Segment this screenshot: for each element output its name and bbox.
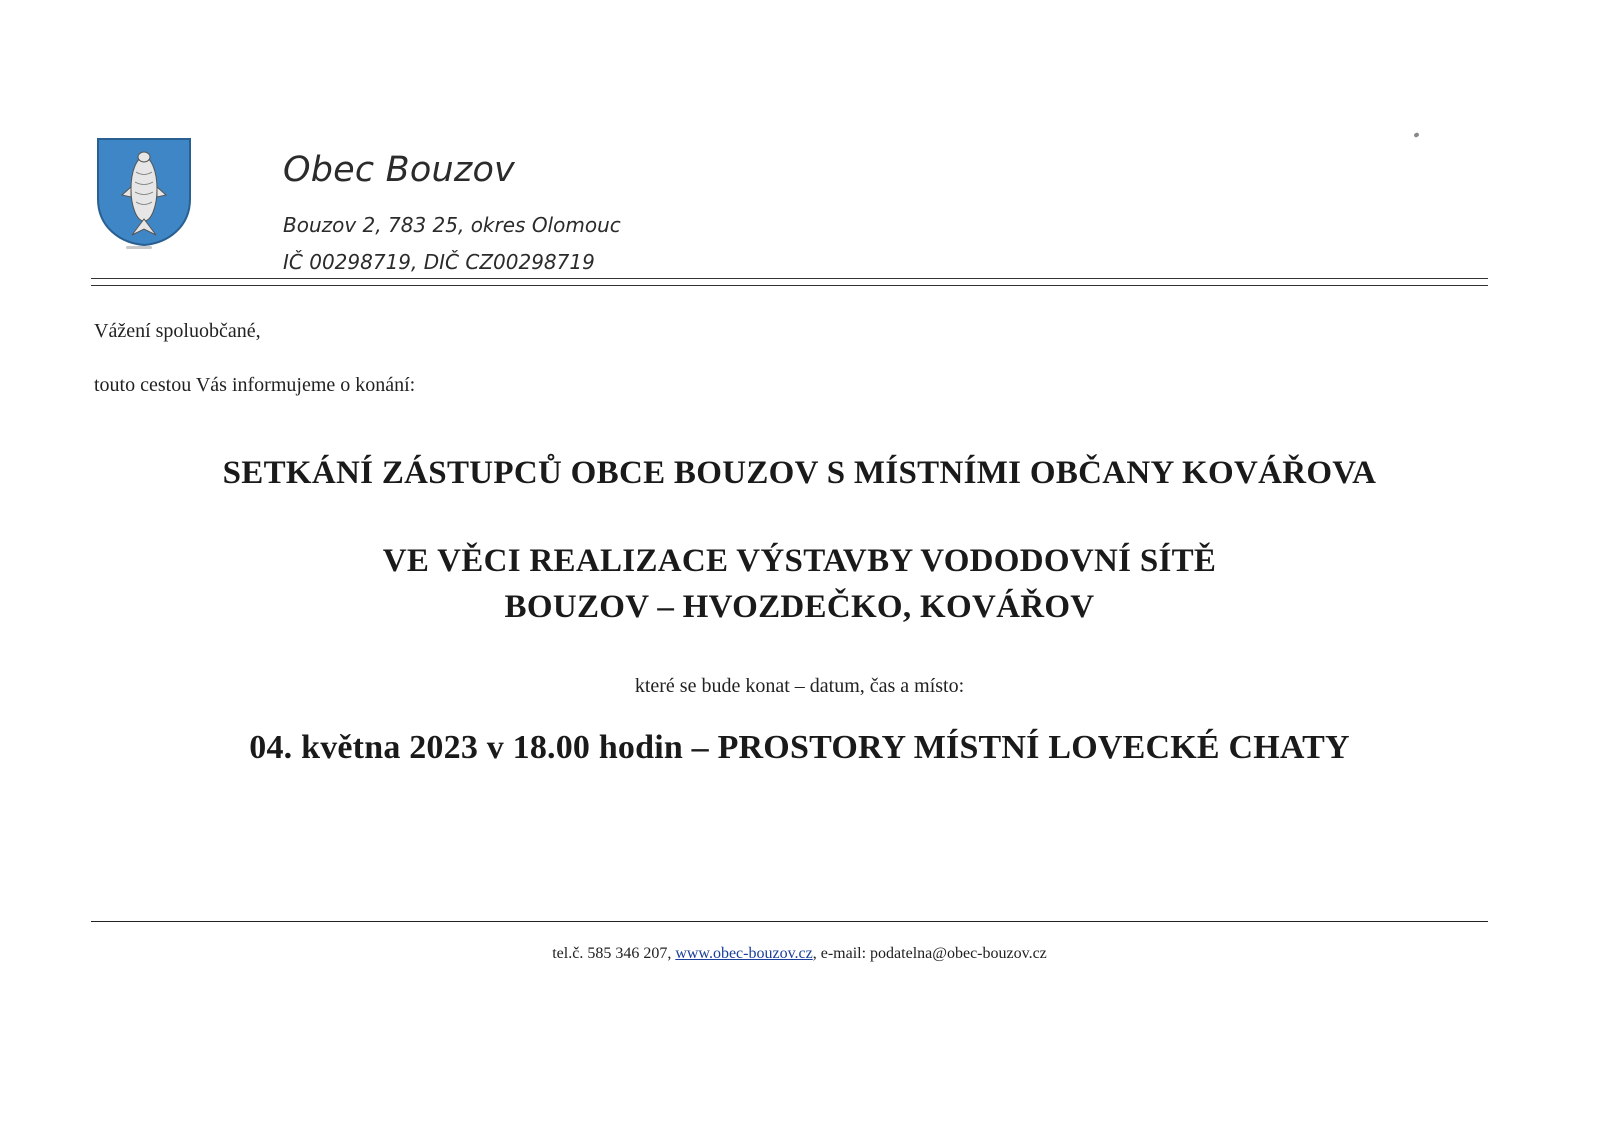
footer-phone: tel.č. 585 346 207, xyxy=(552,945,672,962)
organization-address: Bouzov 2, 783 25, okres Olomouc xyxy=(283,213,621,237)
header-divider-bottom xyxy=(91,285,1488,286)
header-divider-top xyxy=(91,278,1488,279)
event-details-label: které se bude konat – datum, čas a místo: xyxy=(634,675,965,697)
salutation: Vážení spoluobčané, xyxy=(94,320,261,342)
footer-email: podatelna@obec-bouzov.cz xyxy=(870,945,1047,962)
announcement-heading-line-3: BOUZOV – HVOZDEČKO, KOVÁŘOV xyxy=(504,589,1095,625)
announcement-heading-line-1: SETKÁNÍ ZÁSTUPCŮ OBCE BOUZOV S MÍSTNÍMI OBČANY KOVÁŘOVA xyxy=(222,455,1377,491)
footer-contact xyxy=(0,945,1599,963)
footer-website-link[interactable]: www.obec-bouzov.cz xyxy=(675,945,813,962)
intro-text: touto cestou Vás informujeme o konání: xyxy=(94,374,416,396)
scan-speck xyxy=(1413,132,1419,138)
announcement-heading-line-2: VE VĚCI REALIZACE VÝSTAVBY VODODOVNÍ SÍTĚ xyxy=(382,543,1217,579)
organization-ids: IČ 00298719, DIČ CZ00298719 xyxy=(283,250,595,274)
event-date-time-place: 04. května 2023 v 18.00 hodin – PROSTORY MÍSTNÍ LOVECKÉ CHATY xyxy=(249,729,1350,766)
footer-email-label: , e-mail: xyxy=(812,945,867,962)
footer-divider xyxy=(91,921,1488,922)
crest-caption-mark xyxy=(126,246,152,249)
coat-of-arms-fish-icon xyxy=(96,137,192,247)
organization-name: Obec Bouzov xyxy=(283,150,515,190)
